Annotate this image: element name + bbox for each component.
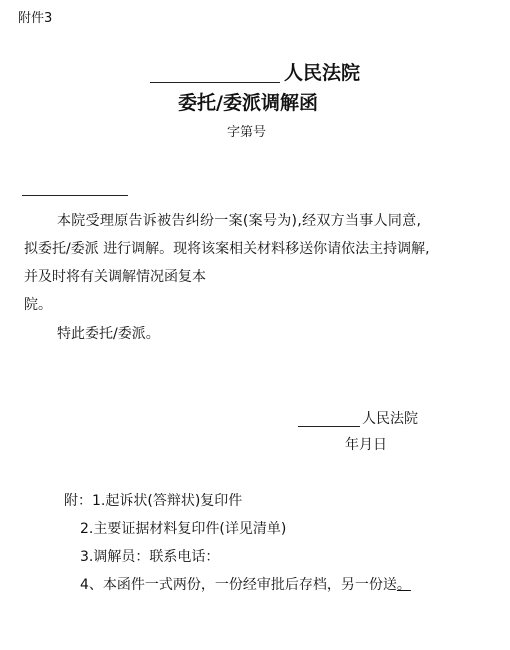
closing-line: 特此委托/委派。 — [57, 326, 160, 342]
signature-court-blank — [298, 412, 360, 427]
signature-date: 年月日 — [345, 437, 387, 453]
attachment-label: 附件3 — [18, 11, 53, 26]
body-paragraph-2: 拟委托/委派 进行调解。现将该案相关材料移送你请依法主持调解, — [24, 241, 430, 257]
attachment-item-2: 2.主要证据材料复印件(详见清单) — [80, 521, 287, 537]
document-title: 委托/委派调解函 — [178, 92, 318, 114]
recipient-blank — [22, 183, 128, 196]
body-paragraph-4: 院。 — [24, 297, 52, 313]
document-number: 字第号 — [227, 125, 267, 140]
attachment-item-4-text: 4、本函件一式两份，一份经审批后存档，另一份送 — [80, 577, 397, 593]
attachment-item-4-end: 。 — [396, 577, 411, 593]
court-title: 人民法院 — [284, 62, 361, 84]
body-paragraph-1: 本院受理原告诉被告纠纷一案(案号为),经双方当事人同意, — [57, 213, 422, 229]
attachment-item-4 — [80, 574, 411, 594]
attachment-item-3: 3.调解员：联系电话： — [80, 549, 220, 565]
court-name-blank — [150, 62, 280, 83]
attachment-item-1: 附：1.起诉状(答辩状)复印件 — [64, 493, 243, 509]
body-paragraph-3: 并及时将有关调解情况函复本 — [24, 269, 206, 285]
signature-court: 人民法院 — [362, 411, 418, 427]
